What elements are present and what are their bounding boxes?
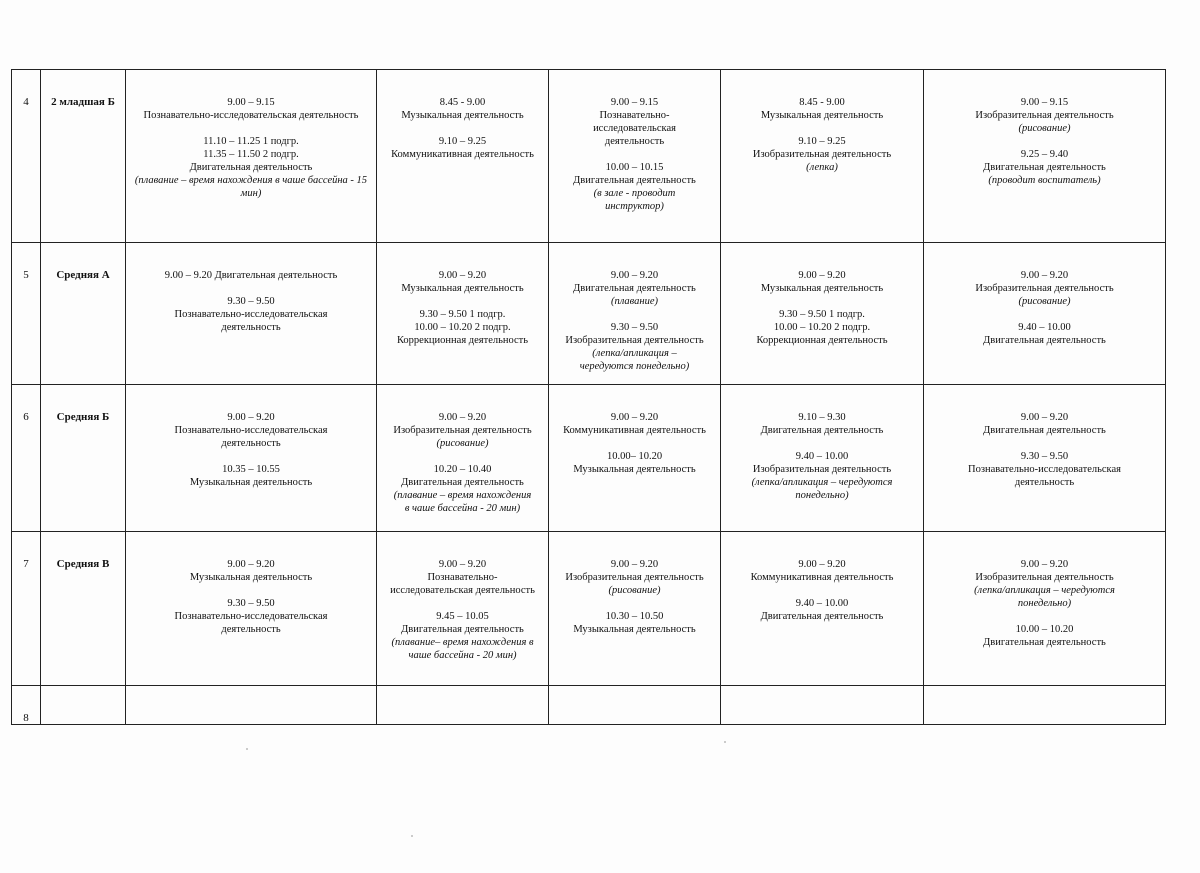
activity-time: 9.00 – 9.20: [1020, 270, 1069, 281]
activity-entry: [377, 135, 548, 161]
activity-entry: [377, 96, 548, 122]
activity-entry: [721, 135, 923, 174]
activity-label: деятельность: [221, 438, 281, 449]
activity-label: Коммуникативная деятельность: [750, 572, 894, 583]
activity-label: деятельность: [604, 136, 665, 147]
row-number: 6: [12, 385, 41, 532]
schedule-cell: [377, 532, 549, 686]
activity-note: (плавание – время нахождения в чаше бассейна - 15 мин): [134, 175, 368, 199]
activity-entry: [377, 269, 548, 295]
activity-time: 9.40 – 10.00: [795, 451, 849, 462]
activity-time: 9.10 – 9.25: [438, 136, 487, 147]
activity-time: 9.00 – 9.20: [227, 559, 275, 570]
activity-entry: [721, 450, 923, 502]
activity-entry: [549, 161, 720, 213]
activity-entry: [924, 148, 1165, 187]
activity-label: Музыкальная деятельность: [401, 110, 524, 121]
activity-label: Двигательная деятельность: [573, 175, 696, 186]
schedule-cell: [126, 70, 377, 243]
activity-label: Изобразительная деятельность: [752, 464, 892, 475]
activity-entry: [549, 450, 720, 476]
activity-time: 10.20 – 10.40: [433, 464, 492, 475]
activity-label: Познавательно-: [599, 110, 670, 121]
activity-entry: [924, 450, 1165, 489]
schedule-cell: [377, 70, 549, 243]
activity-time: 9.40 – 10.00: [1018, 322, 1071, 333]
activity-label: Двигательная деятельность: [401, 624, 524, 635]
activity-label: Двигательная деятельность: [983, 335, 1106, 346]
activity-entry: [721, 269, 923, 295]
table-row: [12, 243, 1166, 385]
activity-time: 9.30 – 9.50: [227, 598, 275, 609]
activity-time: 9.30 – 9.50: [610, 322, 659, 333]
activity-entry: [126, 558, 376, 584]
activity-label: 10.00 – 10.20 2 подгр.: [414, 322, 511, 333]
schedule-cell: [126, 532, 377, 686]
schedule-cell: [924, 385, 1166, 532]
row-number: 8: [12, 686, 41, 725]
group-name: [41, 686, 126, 725]
activity-label: Коррекционная деятельность: [396, 335, 529, 346]
activity-time: 9.00 – 9.20: [610, 559, 659, 570]
schedule-cell: [377, 385, 549, 532]
activity-time: 9.00 – 9.20: [438, 412, 487, 423]
activity-time: 9.00 – 9.20: [227, 412, 275, 423]
row-number: 5: [12, 243, 41, 385]
activity-time: 9.00 – 9.20: [610, 412, 659, 423]
activity-time: 10.00 – 10.20: [1015, 624, 1074, 635]
activity-time: 11.10 – 11.25 1 подгр.: [203, 136, 299, 147]
activity-time: 9.00 – 9.20: [798, 270, 846, 281]
activity-label: Двигательная деятельность: [760, 611, 884, 622]
activity-entry: [721, 308, 923, 347]
activity-entry: [126, 295, 376, 334]
schedule-cell: [721, 70, 924, 243]
activity-entry: [549, 558, 720, 597]
activity-label: Двигательная деятельность: [983, 637, 1106, 648]
activity-entry: [126, 463, 376, 489]
activity-time: 9.00 – 9.20 Двигательная деятельность: [164, 270, 338, 281]
activity-label: деятельность: [221, 322, 281, 333]
activity-label: Изобразительная деятельность: [393, 425, 532, 436]
activity-note: (плавание – время нахождения: [393, 490, 532, 501]
schedule-cell: [721, 532, 924, 686]
activity-label: Двигательная деятельность: [983, 425, 1106, 436]
activity-entry: [126, 597, 376, 636]
activity-note: (проводит воспитатель): [988, 175, 1101, 186]
table-row: [12, 385, 1166, 532]
activity-label: Музыкальная деятельность: [760, 283, 884, 294]
schedule-cell: [721, 385, 924, 532]
group-name: Средняя Б: [41, 385, 126, 532]
activity-label: 10.00 – 10.20 2 подгр.: [773, 322, 871, 333]
activity-time: 9.00 – 9.20: [438, 559, 487, 570]
activity-note: понедельно): [1017, 598, 1072, 609]
activity-time: 9.00 – 9.20: [438, 270, 487, 281]
activity-entry: [924, 411, 1165, 437]
activity-label: исследовательская деятельность: [390, 585, 535, 596]
activity-label: Познавательно-исследовательская деятельность: [143, 110, 359, 121]
activity-label: Музыкальная деятельность: [760, 110, 884, 121]
activity-entry: [126, 411, 376, 450]
activity-time: 9.25 – 9.40: [1020, 149, 1069, 160]
schedule-cell: [377, 686, 549, 725]
activity-note: (лепка/апликация –: [592, 348, 677, 359]
activity-label: Коррекционная деятельность: [756, 335, 888, 346]
schedule-cell: [721, 686, 924, 725]
activity-entry: [549, 321, 720, 373]
activity-note: чередуются понедельно): [579, 361, 690, 372]
activity-entry: [721, 558, 923, 584]
activity-note: в чаше бассейна - 20 мин): [404, 503, 521, 514]
activity-note: (рисование): [1018, 123, 1071, 134]
activity-label: Познавательно-: [427, 572, 498, 583]
activity-entry: [126, 269, 376, 282]
activity-time: 9.30 – 9.50 1 подгр.: [779, 309, 865, 320]
activity-entry: [377, 610, 548, 662]
activity-label: Коммуникативная деятельность: [391, 149, 534, 160]
activity-note: (рисование): [608, 585, 661, 596]
activity-time: 9.45 – 10.05: [436, 611, 489, 622]
activity-label: Музыкальная деятельность: [573, 464, 696, 475]
row-number: 7: [12, 532, 41, 686]
activity-label: Изобразительная деятельность: [565, 335, 704, 346]
activity-label: Познавательно-исследовательская: [174, 309, 328, 320]
activity-time: 9.00 – 9.15: [610, 97, 659, 108]
activity-label: Двигательная деятельность: [401, 477, 524, 488]
activity-label: Познавательно-исследовательская: [174, 425, 328, 436]
activity-entry: [924, 623, 1165, 649]
activity-label: Музыкальная деятельность: [189, 572, 313, 583]
activity-note: (рисование): [1018, 296, 1071, 307]
activity-label: Изобразительная деятельность: [975, 110, 1114, 121]
activity-time: 9.30 – 9.50: [227, 296, 275, 307]
table-row: [12, 532, 1166, 686]
activity-label: деятельность: [1014, 477, 1075, 488]
schedule-body: [12, 70, 1166, 725]
activity-time: 10.35 – 10.55: [222, 464, 280, 475]
activity-entry: [377, 558, 548, 597]
activity-label: Изобразительная деятельность: [975, 572, 1114, 583]
scan-speck: [411, 835, 413, 837]
schedule-cell: [924, 70, 1166, 243]
activity-time: 9.00 – 9.20: [1020, 559, 1069, 570]
activity-label: Музыкальная деятельность: [401, 283, 524, 294]
activity-note: (плавание): [610, 296, 659, 307]
schedule-cell: [126, 686, 377, 725]
activity-entry: [549, 269, 720, 308]
activity-label: Изобразительная деятельность: [975, 283, 1114, 294]
activity-label: Музыкальная деятельность: [573, 624, 696, 635]
activity-entry: [549, 96, 720, 148]
activity-label: Двигательная деятельность: [760, 425, 884, 436]
activity-label: Двигательная деятельность: [983, 162, 1106, 173]
schedule-cell: [721, 243, 924, 385]
activity-note: чаше бассейна - 20 мин): [408, 650, 517, 661]
schedule-cell: [924, 532, 1166, 686]
activity-label: Изобразительная деятельность: [565, 572, 704, 583]
schedule-cell: [126, 243, 377, 385]
schedule-cell: [126, 385, 377, 532]
activity-entry: [549, 610, 720, 636]
scan-speck: [724, 741, 726, 743]
activity-time: 10.00– 10.20: [606, 451, 663, 462]
group-name: Средняя В: [41, 532, 126, 686]
activity-entry: [126, 96, 376, 122]
schedule-cell: [549, 70, 721, 243]
table-row: [12, 70, 1166, 243]
activity-label: Познавательно-исследовательская: [968, 464, 1121, 475]
activity-note: (лепка): [806, 162, 838, 173]
activity-entry: [721, 96, 923, 122]
activity-time: 8.45 - 9.00: [799, 97, 845, 108]
activity-time: 9.00 – 9.15: [1020, 97, 1069, 108]
activity-time: 9.10 – 9.25: [798, 136, 846, 147]
scan-speck: [246, 748, 248, 750]
activity-time: 9.10 – 9.30: [798, 412, 846, 423]
activity-entry: [721, 597, 923, 623]
schedule-cell: [377, 243, 549, 385]
activity-time: 9.30 – 9.50: [1020, 451, 1069, 462]
activity-entry: [549, 411, 720, 437]
schedule-table: [11, 69, 1166, 725]
activity-label: 11.35 – 11.50 2 подгр.: [203, 149, 299, 160]
activity-time: 9.00 – 9.20: [798, 559, 846, 570]
activity-note: (лепка/апликация – чередуются: [751, 477, 893, 488]
activity-label: Коммуникативная деятельность: [563, 425, 706, 436]
activity-time: 9.40 – 10.00: [795, 598, 849, 609]
activity-time: 9.00 – 9.20: [1020, 412, 1069, 423]
activity-entry: [924, 558, 1165, 610]
activity-entry: [924, 269, 1165, 308]
activity-note: инструктор): [605, 201, 664, 212]
activity-time: 9.00 – 9.20: [610, 270, 659, 281]
activity-label: Изобразительная деятельность: [752, 149, 892, 160]
activity-note: (рисование): [436, 438, 489, 449]
activity-note: (в зале - проводит: [593, 188, 676, 199]
activity-label: Двигательная деятельность: [189, 162, 313, 173]
activity-time: 9.30 – 9.50 1 подгр.: [419, 309, 506, 320]
table-row: [12, 686, 1166, 725]
group-name: 2 младшая Б: [41, 70, 126, 243]
schedule-cell: [924, 243, 1166, 385]
activity-label: деятельность: [221, 624, 281, 635]
activity-label: Музыкальная деятельность: [189, 477, 313, 488]
schedule-cell: [549, 243, 721, 385]
activity-time: 10.30 – 10.50: [605, 611, 664, 622]
activity-entry: [377, 411, 548, 450]
activity-time: 10.00 – 10.15: [605, 162, 664, 173]
schedule-cell: [549, 532, 721, 686]
schedule-cell: [924, 686, 1166, 725]
activity-time: 9.00 – 9.15: [227, 97, 275, 108]
activity-note: (плавание– время нахождения в: [391, 637, 534, 648]
group-name: Средняя А: [41, 243, 126, 385]
row-number: 4: [12, 70, 41, 243]
activity-entry: [126, 135, 376, 200]
activity-note: (лепка/апликация – чередуются: [974, 585, 1115, 596]
activity-entry: [924, 321, 1165, 347]
schedule-cell: [549, 385, 721, 532]
activity-entry: [924, 96, 1165, 135]
activity-label: Двигательная деятельность: [573, 283, 696, 294]
activity-entry: [721, 411, 923, 437]
activity-time: 8.45 - 9.00: [439, 97, 486, 108]
activity-label: Познавательно-исследовательская: [174, 611, 328, 622]
activity-entry: [377, 308, 548, 347]
activity-note: понедельно): [795, 490, 849, 501]
activity-label: исследовательская: [593, 123, 676, 134]
schedule-cell: [549, 686, 721, 725]
activity-entry: [377, 463, 548, 515]
